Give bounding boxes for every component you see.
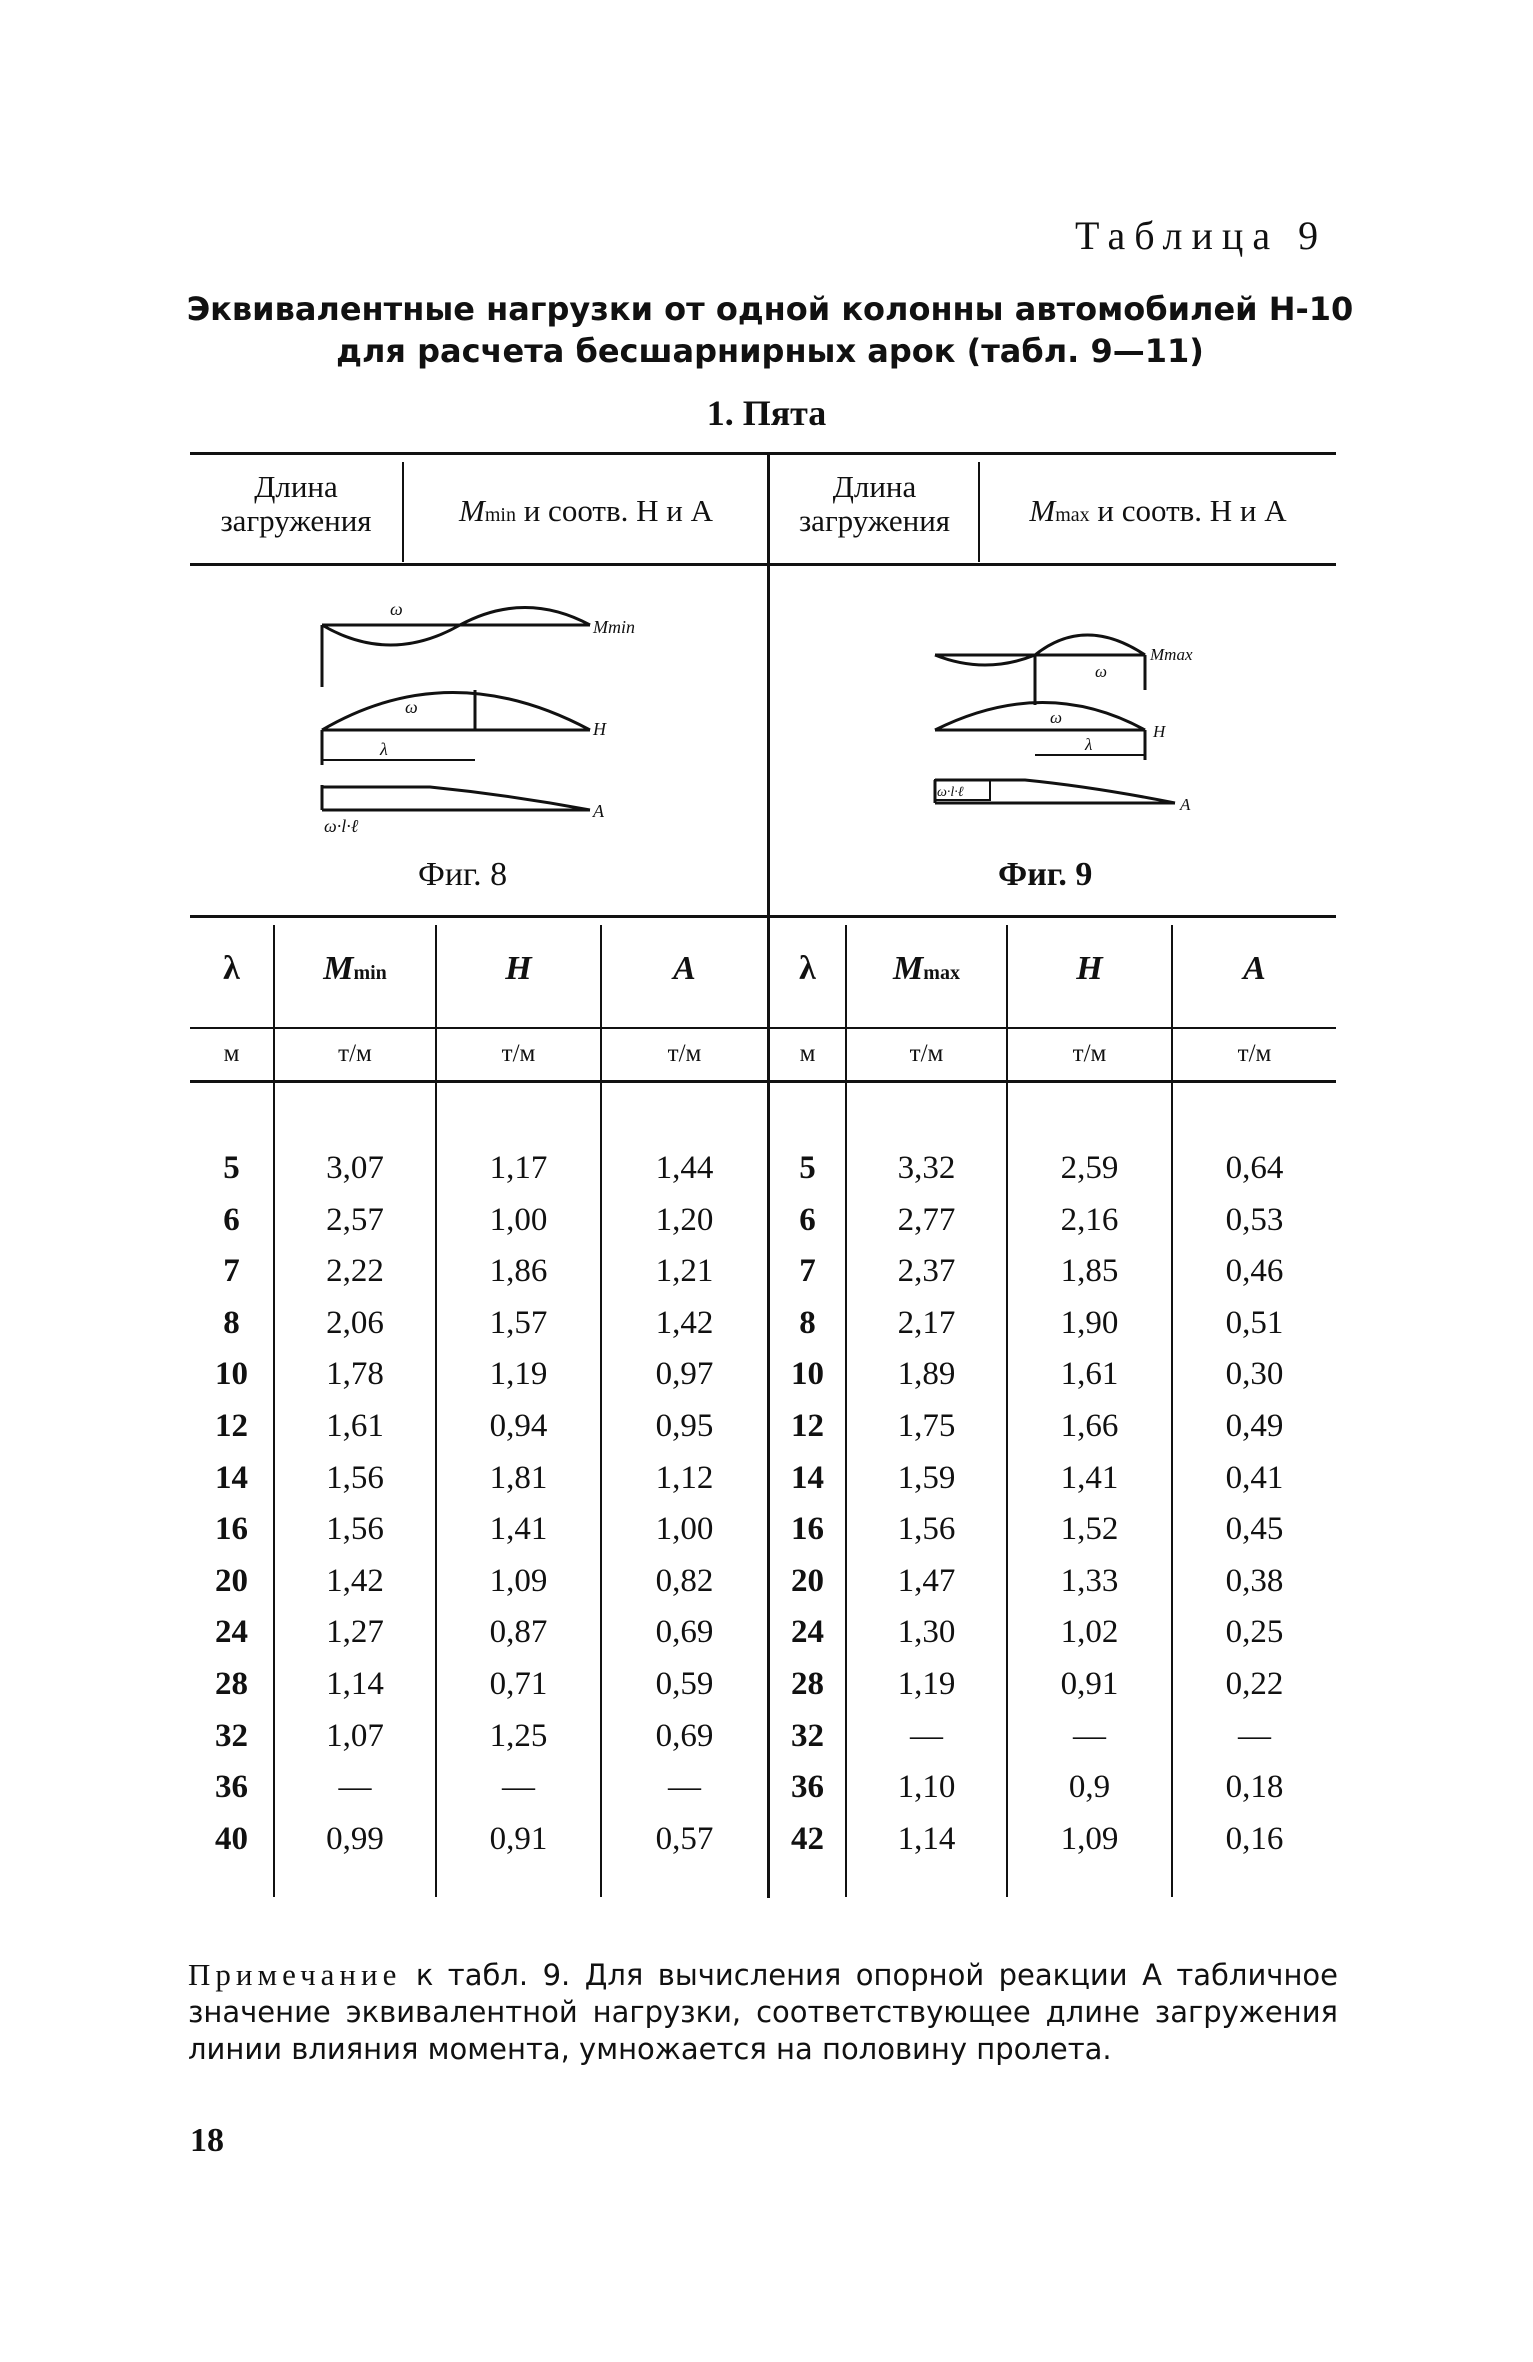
table-cell-left-r6-c2: 1,81 <box>489 1459 548 1496</box>
table-cell-left-r6-c1: 1,56 <box>326 1459 384 1496</box>
col-m-left <box>275 950 435 988</box>
table-cell-right-r4-c1: 1,89 <box>897 1356 956 1393</box>
note-lead: Примечание <box>188 1957 402 1992</box>
col-lambda-right: λ <box>799 950 816 987</box>
table-cell-left-r13-c1: 0,99 <box>326 1820 384 1857</box>
table-cell-right-r13-c1: 1,14 <box>897 1820 956 1857</box>
table-cell-right-r11-c1: — <box>910 1717 943 1754</box>
col-h-right: H <box>1076 950 1103 987</box>
table-cell-right-r8-c3: 0,38 <box>1225 1562 1284 1599</box>
col-m-sub: max <box>923 962 960 984</box>
table-cell-right-r2-c1: 2,37 <box>897 1253 956 1290</box>
table-cell-left-r2-c1: 2,22 <box>326 1253 384 1290</box>
table-cell-left-r10-c3: 0,59 <box>655 1666 714 1702</box>
figure-8-caption: Фиг. 8 <box>418 856 508 893</box>
col-m-right <box>847 950 1006 988</box>
moment-rest: и соотв. H и A <box>515 493 713 528</box>
table-cell-left-r1-c0: 6 <box>223 1201 240 1238</box>
table-cell-left-r0-c3: 1,44 <box>655 1150 714 1186</box>
table-cell-right-r11-c2: — <box>1073 1717 1106 1754</box>
table-cell-left-r2-c3: 1,21 <box>655 1253 714 1290</box>
unit-h-right: т/м <box>1072 1040 1107 1067</box>
table-cell-left-r4-c2: 1,19 <box>489 1356 548 1393</box>
rule-top <box>190 452 1336 455</box>
table-cell-right-r13-c3: 0,16 <box>1225 1820 1284 1857</box>
table-cell-left-r12-c3: — <box>668 1769 701 1806</box>
fig8-label-base: ω·l·ℓ <box>324 816 359 836</box>
table-cell-left-r7-c1: 1,56 <box>326 1511 384 1548</box>
table-cell-right-r8-c2: 1,33 <box>1060 1562 1119 1599</box>
table-cell-left-r1-c2: 1,00 <box>489 1201 548 1238</box>
figure-8-diagram <box>310 595 635 840</box>
col-h-left: H <box>505 950 532 987</box>
unit-a-right: т/м <box>1237 1040 1272 1067</box>
table-cell-right-r11-c0: 32 <box>791 1717 824 1754</box>
fig8-label-omega-1: ω <box>390 599 403 619</box>
fig8-label-lambda: λ <box>380 739 388 759</box>
moment-sub: max <box>1055 504 1090 526</box>
table-cell-right-r10-c0: 28 <box>791 1666 824 1702</box>
fig8-label-h: H <box>593 719 606 739</box>
table-cell-right-r1-c0: 6 <box>799 1201 816 1238</box>
moment-symbol: M <box>459 493 485 528</box>
table-cell-right-r5-c0: 12 <box>791 1408 824 1444</box>
table-cell-left-r9-c3: 0,69 <box>655 1614 714 1651</box>
table-note <box>188 1956 1338 2068</box>
fig9-label-omega-2: ω <box>1050 708 1063 727</box>
fig9-label-omega-1: ω <box>1095 662 1108 681</box>
table-cell-left-r11-c0: 32 <box>215 1717 248 1754</box>
table-cell-left-r0-c0: 5 <box>223 1150 240 1186</box>
table-cell-left-r1-c3: 1,20 <box>655 1201 714 1238</box>
fig8-label-a: A <box>593 801 604 821</box>
table-cell-right-r0-c2: 2,59 <box>1060 1150 1119 1186</box>
table-cell-right-r7-c0: 16 <box>791 1511 824 1548</box>
table-cell-left-r12-c1: — <box>338 1769 372 1806</box>
header-moment-left <box>405 494 767 532</box>
title-line-1: Эквивалентные нагрузки от одной колонны автомобилей Н-10 <box>186 290 1354 328</box>
header-moment-right <box>980 494 1336 532</box>
col-a-right: A <box>1243 950 1266 987</box>
table-cell-right-r0-c0: 5 <box>799 1150 816 1186</box>
table-cell-left-r5-c2: 0,94 <box>489 1408 548 1444</box>
table-cell-left-r3-c2: 1,57 <box>489 1304 548 1341</box>
col-m-symbol: M <box>323 950 354 987</box>
figure-9-caption: Фиг. 9 <box>998 856 1093 893</box>
table-title <box>180 288 1360 372</box>
table-cell-left-r13-c3: 0,57 <box>655 1820 714 1857</box>
note-text: к табл. 9. Для вычисления опорной реакции A табличное значение эквивалентной нагрузки, соответствующее длине загружения линии влияния момента, умножается на половину пролета. <box>188 1958 1338 2066</box>
table-cell-right-r5-c1: 1,75 <box>897 1408 956 1444</box>
table-cell-right-r5-c2: 1,66 <box>1060 1408 1119 1444</box>
unit-lambda-left: м <box>223 1040 240 1067</box>
rule-header-bottom <box>190 563 1336 566</box>
table-cell-right-r6-c0: 14 <box>791 1459 824 1496</box>
fig9-label-m: Mmax <box>1150 645 1193 664</box>
page-number: 18 <box>190 2122 224 2159</box>
table-cell-right-r13-c2: 1,09 <box>1060 1820 1119 1857</box>
table-cell-left-r4-c1: 1,78 <box>326 1356 384 1393</box>
table-cell-left-r6-c3: 1,12 <box>655 1459 714 1496</box>
figure-9-diagram <box>925 615 1225 825</box>
table-cell-right-r10-c3: 0,22 <box>1225 1666 1284 1702</box>
table-cell-left-r8-c3: 0,82 <box>655 1562 714 1599</box>
table-cell-right-r0-c3: 0,64 <box>1225 1150 1284 1186</box>
table-cell-right-r12-c0: 36 <box>791 1769 824 1806</box>
table-cell-right-r12-c1: 1,10 <box>897 1769 956 1806</box>
table-cell-left-r13-c0: 40 <box>215 1820 248 1857</box>
table-cell-left-r11-c1: 1,07 <box>326 1717 384 1754</box>
table-cell-right-r12-c3: 0,18 <box>1225 1769 1284 1806</box>
table-cell-right-r3-c2: 1,90 <box>1060 1304 1119 1341</box>
fig8-label-omega-2: ω <box>405 697 418 717</box>
fig9-label-base: ω·l·ℓ <box>937 785 964 800</box>
fig8-label-m: Mmin <box>593 617 635 637</box>
table-cell-left-r3-c3: 1,42 <box>655 1304 714 1341</box>
table-cell-left-r13-c2: 0,91 <box>489 1820 548 1857</box>
unit-m-left: т/м <box>338 1040 372 1067</box>
table-cell-right-r2-c2: 1,85 <box>1060 1253 1119 1290</box>
table-cell-left-r9-c1: 1,27 <box>326 1614 384 1651</box>
table-cell-left-r10-c2: 0,71 <box>489 1666 548 1702</box>
col-lambda-left: λ <box>223 950 240 987</box>
unit-m-right: т/м <box>909 1040 944 1067</box>
table-cell-left-r7-c3: 1,00 <box>655 1511 714 1548</box>
table-cell-right-r1-c3: 0,53 <box>1225 1201 1284 1238</box>
table-cell-right-r6-c1: 1,59 <box>897 1459 956 1496</box>
table-cell-left-r10-c1: 1,14 <box>326 1666 384 1702</box>
title-line-2: для расчета бесшарнирных арок (табл. 9—11) <box>336 332 1204 370</box>
col-a-left: A <box>673 950 696 987</box>
rule-hdr-left <box>402 462 404 562</box>
moment-rest: и соотв. H и A <box>1089 493 1287 528</box>
table-cell-left-r9-c0: 24 <box>215 1614 248 1651</box>
unit-lambda-right: м <box>799 1040 816 1067</box>
fig9-label-lambda: λ <box>1085 735 1093 754</box>
table-cell-left-r8-c2: 1,09 <box>489 1562 548 1599</box>
table-cell-right-r12-c2: 0,9 <box>1068 1769 1111 1806</box>
rule-colhead-bottom <box>190 1027 1336 1029</box>
table-cell-right-r2-c0: 7 <box>799 1253 816 1290</box>
table-cell-right-r4-c3: 0,30 <box>1225 1356 1284 1393</box>
unit-h-left: т/м <box>501 1040 536 1067</box>
table-cell-left-r8-c0: 20 <box>215 1562 248 1599</box>
table-cell-left-r12-c0: 36 <box>215 1769 248 1806</box>
table-cell-right-r4-c0: 10 <box>791 1356 824 1393</box>
table-cell-left-r2-c2: 1,86 <box>489 1253 548 1290</box>
table-cell-right-r2-c3: 0,46 <box>1225 1253 1284 1290</box>
table-cell-right-r7-c3: 0,45 <box>1225 1511 1284 1548</box>
table-cell-right-r8-c1: 1,47 <box>897 1562 956 1599</box>
table-cell-right-r7-c2: 1,52 <box>1060 1511 1119 1548</box>
table-cell-right-r10-c2: 0,91 <box>1060 1666 1119 1702</box>
fig9-label-a: A <box>1180 795 1191 814</box>
table-cell-right-r3-c1: 2,17 <box>897 1304 956 1341</box>
table-cell-right-r4-c2: 1,61 <box>1060 1356 1119 1393</box>
table-cell-right-r0-c1: 3,32 <box>897 1150 956 1186</box>
moment-symbol: M <box>1029 493 1056 528</box>
table-cell-right-r6-c2: 1,41 <box>1060 1459 1119 1496</box>
table-cell-left-r9-c2: 0,87 <box>489 1614 548 1651</box>
table-cell-right-r7-c1: 1,56 <box>897 1511 956 1548</box>
table-cell-right-r9-c3: 0,25 <box>1225 1614 1284 1651</box>
table-cell-right-r3-c3: 0,51 <box>1225 1304 1284 1341</box>
header-length-left: Длина загружения <box>220 469 372 538</box>
table-cell-left-r10-c0: 28 <box>215 1666 248 1702</box>
table-cell-right-r9-c0: 24 <box>791 1614 824 1651</box>
table-cell-left-r5-c1: 1,61 <box>326 1408 384 1444</box>
table-cell-right-r1-c2: 2,16 <box>1060 1201 1119 1238</box>
table-cell-right-r1-c1: 2,77 <box>897 1201 956 1238</box>
table-cell-left-r7-c0: 16 <box>215 1511 248 1548</box>
table-cell-left-r12-c2: — <box>502 1769 535 1806</box>
table-cell-left-r5-c0: 12 <box>215 1408 248 1444</box>
table-cell-left-r5-c3: 0,95 <box>655 1408 714 1444</box>
rule-figures-bottom <box>190 915 1336 918</box>
table-cell-left-r0-c1: 3,07 <box>326 1150 384 1186</box>
col-m-sub: min <box>353 962 387 984</box>
moment-sub: min <box>484 504 516 526</box>
rule-units-bottom <box>190 1080 1336 1083</box>
table-cell-right-r11-c3: — <box>1238 1717 1271 1754</box>
table-cell-left-r3-c0: 8 <box>223 1304 240 1341</box>
unit-a-left: т/м <box>667 1040 702 1067</box>
table-cell-left-r4-c3: 0,97 <box>655 1356 714 1393</box>
table-cell-left-r8-c1: 1,42 <box>326 1562 384 1599</box>
table-cell-right-r10-c1: 1,19 <box>897 1666 956 1702</box>
table-cell-left-r7-c2: 1,41 <box>489 1511 548 1548</box>
table-cell-right-r5-c3: 0,49 <box>1225 1408 1284 1444</box>
header-length-right: Длина загружения <box>798 469 951 538</box>
table-number: Таблица 9 <box>1075 213 1328 258</box>
fig9-label-h: H <box>1153 722 1166 741</box>
table-cell-left-r6-c0: 14 <box>215 1459 248 1496</box>
table-cell-right-r13-c0: 42 <box>791 1820 824 1857</box>
table-cell-left-r11-c3: 0,69 <box>655 1717 714 1754</box>
table-cell-right-r8-c0: 20 <box>791 1562 824 1599</box>
table-cell-right-r3-c0: 8 <box>799 1304 816 1341</box>
table-cell-left-r0-c2: 1,17 <box>489 1150 548 1186</box>
section-heading: 1. Пята <box>706 393 827 433</box>
table-cell-right-r9-c1: 1,30 <box>897 1614 956 1651</box>
table-cell-right-r6-c3: 0,41 <box>1225 1459 1284 1496</box>
table-cell-left-r1-c1: 2,57 <box>326 1201 384 1238</box>
table-cell-left-r4-c0: 10 <box>215 1356 248 1393</box>
table-cell-left-r11-c2: 1,25 <box>489 1717 548 1754</box>
table-cell-right-r9-c2: 1,02 <box>1060 1614 1119 1651</box>
table-cell-left-r3-c1: 2,06 <box>326 1304 384 1341</box>
col-m-symbol: M <box>893 950 924 987</box>
table-cell-left-r2-c0: 7 <box>223 1253 240 1290</box>
